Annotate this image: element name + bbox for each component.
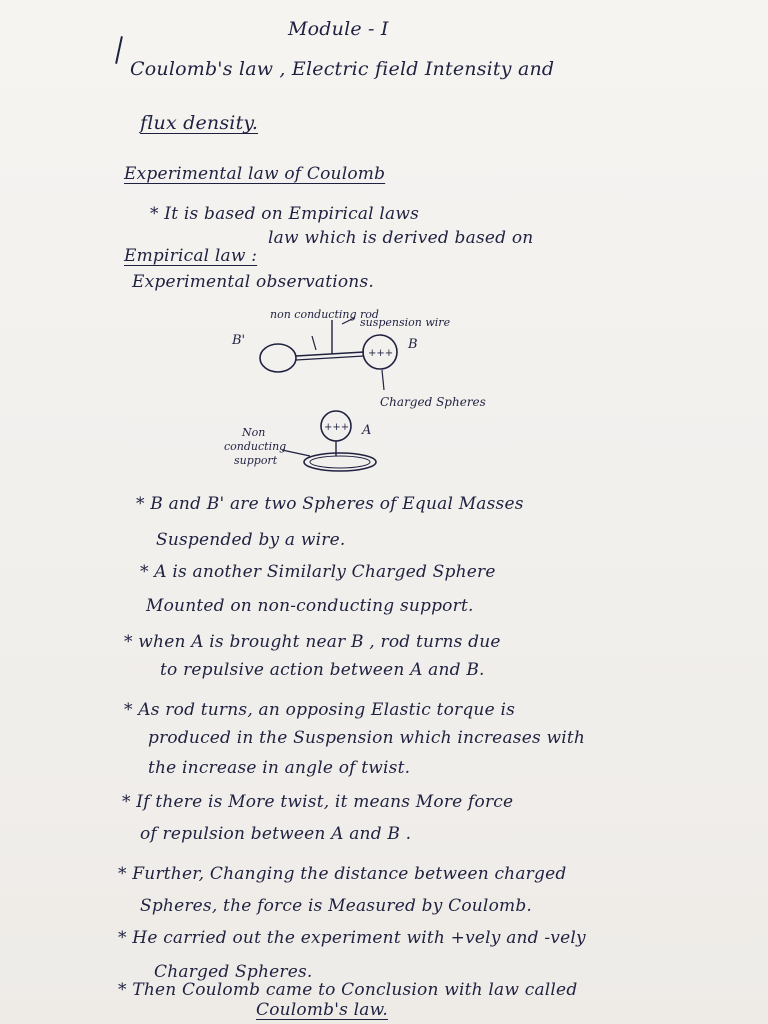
nonconducting-rod bbox=[296, 352, 364, 356]
margin-mark bbox=[115, 36, 123, 64]
sphere-b-prime bbox=[260, 344, 296, 372]
label-a: A bbox=[362, 423, 372, 438]
bullet-2-line-2: Mounted on non-conducting support. bbox=[146, 596, 474, 616]
bullet-8-line-1: * Then Coulomb came to Conclusion with law called bbox=[118, 980, 578, 1000]
spheres-pointer bbox=[382, 370, 384, 390]
rod-arrow bbox=[312, 336, 316, 350]
wire-label: suspension wire bbox=[360, 316, 451, 329]
coulomb-apparatus-diagram bbox=[220, 290, 520, 480]
label-b-prime: B' bbox=[232, 333, 246, 348]
bullet-4-line-3: the increase in angle of twist. bbox=[148, 758, 411, 778]
support-label-1: Non bbox=[242, 426, 266, 439]
bullet-3-line-2: to repulsive action between A and B. bbox=[160, 660, 485, 680]
module-title: Module - I bbox=[288, 18, 389, 40]
bullet-1-line-2: Suspended by a wire. bbox=[156, 530, 346, 550]
support-label-3: support bbox=[234, 454, 278, 467]
label-b: B bbox=[408, 337, 418, 352]
bullet-3-line-1: * when A is brought near B , rod turns due bbox=[124, 632, 501, 652]
spheres-label: Charged Spheres bbox=[380, 395, 486, 409]
rod-edge bbox=[296, 356, 364, 360]
diagram-svg bbox=[220, 290, 520, 480]
section-title: Experimental law of Coulomb bbox=[124, 164, 386, 184]
support-label-2: conducting bbox=[224, 440, 287, 453]
bullet-6-line-2: Spheres, the force is Measured by Coulomb. bbox=[140, 896, 533, 916]
bullet-6-line-1: * Further, Changing the distance between charged bbox=[118, 864, 567, 884]
bullet-7-line-2: Charged Spheres. bbox=[154, 962, 313, 982]
support-pointer bbox=[282, 450, 310, 456]
bullet-2-line-1: * A is another Similarly Charged Sphere bbox=[140, 562, 496, 582]
bullet-5-line-2: of repulsion between A and B . bbox=[140, 824, 412, 844]
charges-a: +++ bbox=[324, 422, 350, 433]
bullet-1-line-1: * B and B' are two Spheres of Equal Masses bbox=[136, 494, 524, 514]
based-on-line: * It is based on Empirical laws bbox=[150, 204, 420, 224]
support-base-inner bbox=[310, 456, 370, 468]
bullet-4-line-1: * As rod turns, an opposing Elastic torque is bbox=[124, 700, 516, 720]
bullet-5-line-1: * If there is More twist, it means More force bbox=[122, 792, 514, 812]
bullet-8-line-2: Coulomb's law. bbox=[256, 1000, 388, 1020]
rod-label: non conducting rod bbox=[270, 308, 379, 321]
bullet-4-line-2: produced in the Suspension which increases with bbox=[148, 728, 586, 748]
bullet-7-line-1: * He carried out the experiment with +vely and -vely bbox=[118, 928, 586, 948]
heading-line-1: Coulomb's law , Electric field Intensity and bbox=[130, 58, 555, 80]
empirical-line-2: Experimental observations. bbox=[132, 272, 374, 292]
empirical-line-1: law which is derived based on bbox=[268, 228, 534, 248]
charges-b: +++ bbox=[368, 348, 394, 359]
empirical-label: Empirical law : bbox=[124, 246, 258, 266]
heading-line-2: flux density. bbox=[140, 112, 259, 134]
